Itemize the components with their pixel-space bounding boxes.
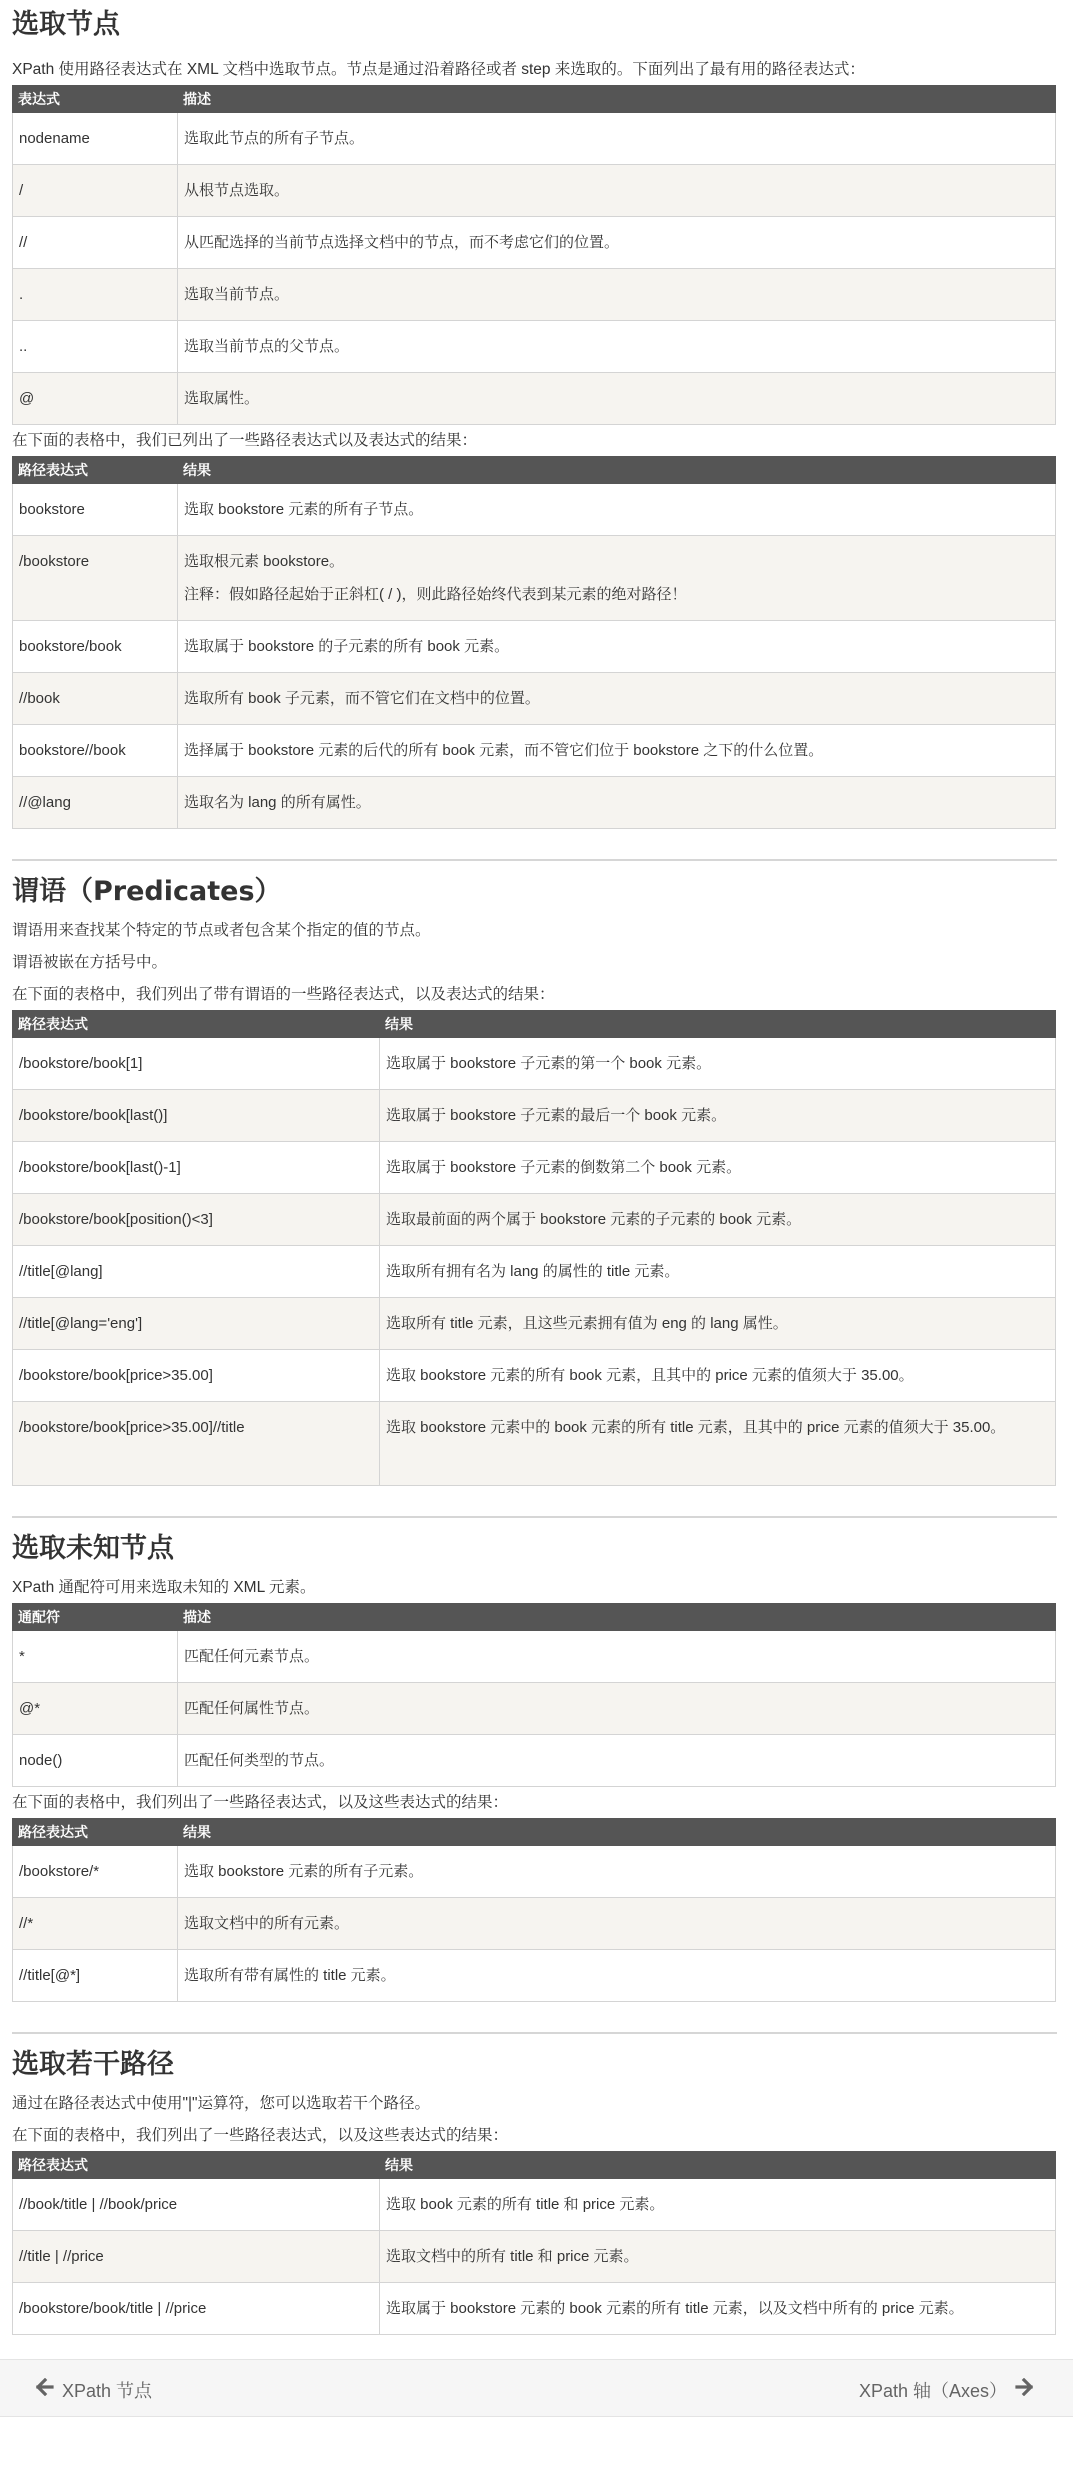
path-results-table — [12, 456, 1056, 829]
table-cell: // — [13, 217, 178, 269]
table-cell: 选取属于 bookstore 的子元素的所有 book 元素。 — [178, 621, 1056, 673]
expressions-table — [12, 85, 1056, 425]
table-cell: //book — [13, 673, 178, 725]
table-header-row — [13, 457, 1056, 484]
section-divider — [12, 859, 1057, 861]
table-cell: 选取属于 bookstore 子元素的第一个 book 元素。 — [380, 1038, 1056, 1090]
table-cell: //* — [13, 1898, 178, 1950]
table-row — [13, 1194, 1056, 1246]
table-header-cell: 结果 — [178, 457, 1056, 484]
table-header-cell: 路径表达式 — [13, 457, 178, 484]
table-header-cell: 表达式 — [13, 86, 178, 113]
table-cell: 选取 book 元素的所有 title 和 price 元素。 — [380, 2179, 1056, 2231]
table-row — [13, 373, 1056, 425]
table-cell: 匹配任何元素节点。 — [178, 1631, 1056, 1683]
table-cell: .. — [13, 321, 178, 373]
table-row — [13, 1298, 1056, 1350]
table-header-row — [13, 2152, 1056, 2179]
table-cell: 选取属于 bookstore 元素的 book 元素的所有 title 元素，以及文档中所有的 price 元素。 — [380, 2283, 1056, 2335]
table-row — [13, 217, 1056, 269]
table-row — [13, 536, 1056, 621]
predicates-table — [12, 1010, 1056, 1486]
pagination-nav — [0, 2359, 1073, 2417]
arrow-right-icon — [1015, 2378, 1033, 2402]
section-divider — [12, 2032, 1057, 2034]
table-cell: 选取所有 title 元素，且这些元素拥有值为 eng 的 lang 属性。 — [380, 1298, 1056, 1350]
table-row — [13, 673, 1056, 725]
table-cell: 选取 bookstore 元素的所有子节点。 — [178, 484, 1056, 536]
table-cell: 选取 bookstore 元素中的 book 元素的所有 title 元素，且其中的 price 元素的值须大于 35.00。 — [380, 1402, 1056, 1486]
table-cell: 选取当前节点的父节点。 — [178, 321, 1056, 373]
table-cell: 匹配任何类型的节点。 — [178, 1735, 1056, 1787]
table-row — [13, 1631, 1056, 1683]
table-row — [13, 725, 1056, 777]
arrow-left-icon — [36, 2378, 54, 2402]
section-paragraph: 通过在路径表达式中使用"|"运算符，您可以选取若干个路径。 — [12, 2095, 431, 2112]
table-cell: //@lang — [13, 777, 178, 829]
table-cell: 选取所有带有属性的 title 元素。 — [178, 1950, 1056, 2002]
table-cell: 匹配任何属性节点。 — [178, 1683, 1056, 1735]
table-header-cell: 描述 — [178, 1604, 1056, 1631]
table-cell: bookstore//book — [13, 725, 178, 777]
table-header-cell: 路径表达式 — [13, 2152, 380, 2179]
table-intro: 在下面的表格中，我们列出了一些路径表达式，以及这些表达式的结果： — [12, 2127, 509, 2144]
table-row — [13, 1090, 1056, 1142]
table-cell: . — [13, 269, 178, 321]
table-cell: 选取 bookstore 元素的所有子元素。 — [178, 1846, 1056, 1898]
table-cell: 选取最前面的两个属于 bookstore 元素的子元素的 book 元素。 — [380, 1194, 1056, 1246]
table-header-cell: 描述 — [178, 86, 1056, 113]
cell-note: 注释：假如路径起始于正斜杠( / )，则此路径始终代表到某元素的绝对路径！ — [184, 586, 687, 603]
table-header-row — [13, 86, 1056, 113]
table-cell: /bookstore — [13, 536, 178, 621]
table-row — [13, 165, 1056, 217]
table-row — [13, 621, 1056, 673]
table-cell: 选取当前节点。 — [178, 269, 1056, 321]
table-cell: //title[@lang='eng'] — [13, 1298, 380, 1350]
table-header-cell: 通配符 — [13, 1604, 178, 1631]
table-cell: /bookstore/book[1] — [13, 1038, 380, 1090]
table-row — [13, 2179, 1056, 2231]
section-intro: XPath 使用路径表达式在 XML 文档中选取节点。节点是通过沿着路径或者 step 来选取的。下面列出了最有用的路径表达式： — [12, 61, 865, 78]
table-row — [13, 1898, 1056, 1950]
table-row — [13, 1735, 1056, 1787]
table-cell: /bookstore/book[last()] — [13, 1090, 380, 1142]
section-paragraph: 谓语用来查找某个特定的节点或者包含某个指定的值的节点。 — [12, 922, 431, 939]
table-cell: 选择属于 bookstore 元素的后代的所有 book 元素，而不管它们位于 bookstore 之下的什么位置。 — [178, 725, 1056, 777]
next-page-label: XPath 轴（Axes） — [858, 2381, 1007, 2401]
table-row — [13, 1142, 1056, 1194]
table-cell: /bookstore/book/title | //price — [13, 2283, 380, 2335]
table-row — [13, 113, 1056, 165]
table-row — [13, 1950, 1056, 2002]
table-cell: //title | //price — [13, 2231, 380, 2283]
table-intro: 在下面的表格中，我们列出了带有谓语的一些路径表达式，以及表达式的结果： — [12, 986, 555, 1003]
table-cell: * — [13, 1631, 178, 1683]
table-cell: //title[@lang] — [13, 1246, 380, 1298]
table-cell: 从匹配选择的当前节点选择文档中的节点，而不考虑它们的位置。 — [178, 217, 1056, 269]
table-cell: 选取此节点的所有子节点。 — [178, 113, 1056, 165]
table-header-cell: 路径表达式 — [13, 1819, 178, 1846]
table-header-cell: 结果 — [380, 1011, 1056, 1038]
table-cell: //book/title | //book/price — [13, 2179, 380, 2231]
next-page-link[interactable] — [859, 2377, 1033, 2403]
table-cell: bookstore/book — [13, 621, 178, 673]
table-cell: /bookstore/book[position()<3] — [13, 1194, 380, 1246]
wildcards-table — [12, 1603, 1056, 1787]
previous-page-link[interactable] — [36, 2377, 152, 2403]
wildcard-results-table — [12, 1818, 1056, 2002]
table-row — [13, 1402, 1056, 1486]
previous-page-label: XPath 节点 — [62, 2381, 153, 2401]
section-heading: 选取未知节点 — [12, 1533, 174, 1564]
section-divider — [12, 1516, 1057, 1518]
table-cell — [178, 536, 1056, 621]
table-header-cell: 结果 — [380, 2152, 1056, 2179]
table-header-cell: 结果 — [178, 1819, 1056, 1846]
table-row — [13, 269, 1056, 321]
table-cell: /bookstore/book[price>35.00]//title — [13, 1402, 380, 1486]
table-row — [13, 1246, 1056, 1298]
table-cell: 从根节点选取。 — [178, 165, 1056, 217]
table-cell: 选取所有拥有名为 lang 的属性的 title 元素。 — [380, 1246, 1056, 1298]
table-cell: /bookstore/* — [13, 1846, 178, 1898]
table-cell: nodename — [13, 113, 178, 165]
table-cell: /bookstore/book[last()-1] — [13, 1142, 380, 1194]
table-cell: 选取文档中的所有元素。 — [178, 1898, 1056, 1950]
table-cell: 选取 bookstore 元素的所有 book 元素，且其中的 price 元素的值须大于 35.00。 — [380, 1350, 1056, 1402]
table-cell: 选取文档中的所有 title 和 price 元素。 — [380, 2231, 1056, 2283]
table-row — [13, 2231, 1056, 2283]
section-paragraph: 谓语被嵌在方括号中。 — [12, 954, 168, 971]
table-intro: 在下面的表格中，我们列出了一些路径表达式，以及这些表达式的结果： — [12, 1794, 509, 1811]
table-header-row — [13, 1819, 1056, 1846]
table-cell: 选取所有 book 子元素，而不管它们在文档中的位置。 — [178, 673, 1056, 725]
cell-text: 选取根元素 bookstore。 — [184, 553, 345, 570]
table-row — [13, 484, 1056, 536]
table-cell: / — [13, 165, 178, 217]
table-cell: @* — [13, 1683, 178, 1735]
table-row — [13, 321, 1056, 373]
table-intro: 在下面的表格中，我们已列出了一些路径表达式以及表达式的结果： — [12, 432, 478, 449]
section-heading: 谓语（Predicates） — [12, 876, 282, 907]
table-cell: node() — [13, 1735, 178, 1787]
table-cell: 选取属于 bookstore 子元素的倒数第二个 book 元素。 — [380, 1142, 1056, 1194]
section-intro: XPath 通配符可用来选取未知的 XML 元素。 — [12, 1579, 316, 1596]
table-cell: bookstore — [13, 484, 178, 536]
table-cell: 选取属于 bookstore 子元素的最后一个 book 元素。 — [380, 1090, 1056, 1142]
table-cell: @ — [13, 373, 178, 425]
table-header-row — [13, 1011, 1056, 1038]
table-row — [13, 1350, 1056, 1402]
table-cell: 选取名为 lang 的所有属性。 — [178, 777, 1056, 829]
table-row — [13, 777, 1056, 829]
table-row — [13, 1846, 1056, 1898]
table-row — [13, 1683, 1056, 1735]
table-cell: /bookstore/book[price>35.00] — [13, 1350, 380, 1402]
section-heading: 选取节点 — [12, 9, 120, 40]
table-row — [13, 2283, 1056, 2335]
table-row — [13, 1038, 1056, 1090]
table-header-cell: 路径表达式 — [13, 1011, 380, 1038]
table-cell: //title[@*] — [13, 1950, 178, 2002]
table-header-row — [13, 1604, 1056, 1631]
multiple-paths-table — [12, 2151, 1056, 2335]
table-cell: 选取属性。 — [178, 373, 1056, 425]
section-heading: 选取若干路径 — [12, 2049, 174, 2080]
